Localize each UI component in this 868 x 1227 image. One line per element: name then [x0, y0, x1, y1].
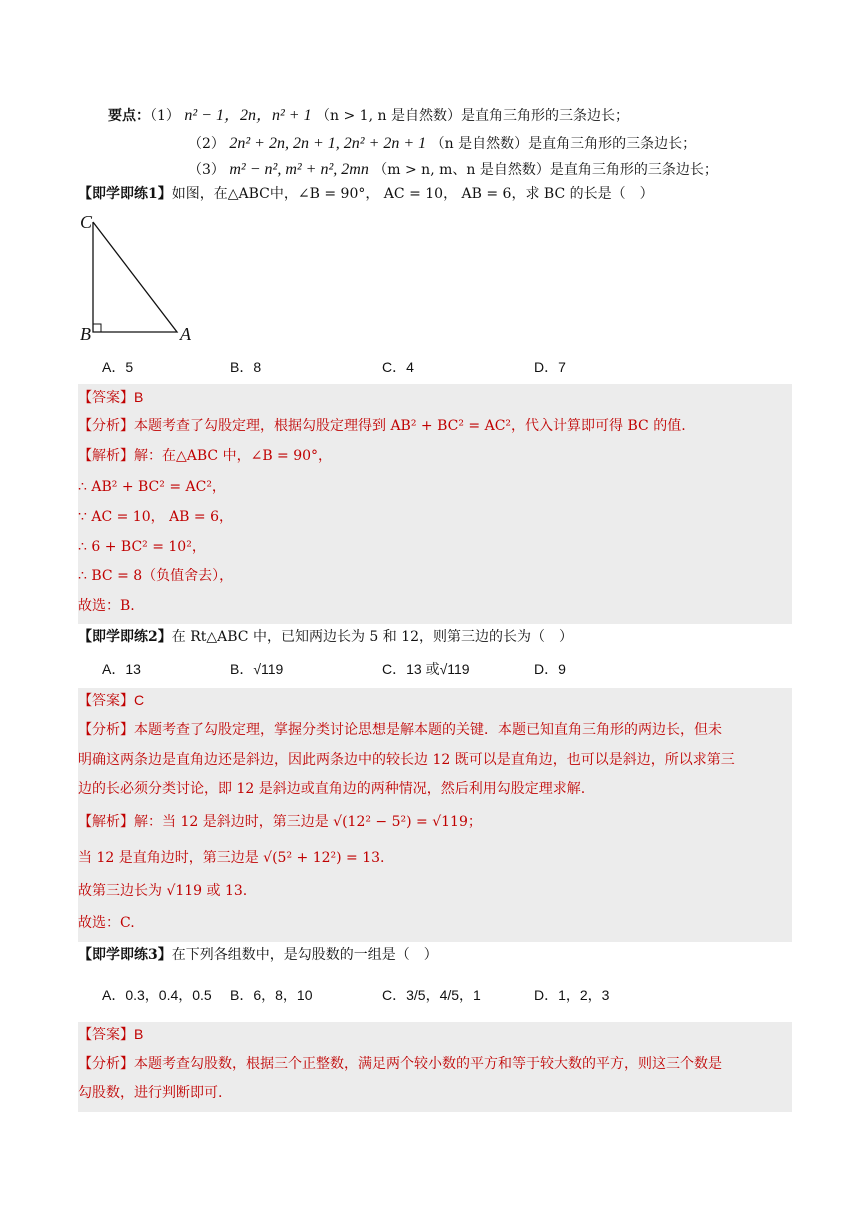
q1-option-a: A．5 — [102, 359, 134, 375]
q2-tag: 【即学即练2】 — [78, 629, 172, 645]
q2-option-b: B．√119 — [230, 661, 284, 677]
q2-analysis-line-3: 边的长必须分类讨论，即 12 是斜边或直角边的两种情况，然后利用勾股定理求解. — [78, 781, 586, 797]
q3-option-d: D．1，2，3 — [534, 987, 610, 1003]
q1-solution-line-2: ∴ AB² + BC² = AC²， — [78, 479, 226, 495]
label-c: C — [80, 212, 93, 232]
q1-option-b: B．8 — [230, 359, 262, 375]
keypoint-2-cond: （n 是自然数）是直角三角形的三条边长； — [430, 136, 697, 152]
q2-solution-line-4: 故选：C. — [78, 915, 135, 931]
keypoint-3-cond: （m > n, m、n 是自然数）是直角三角形的三条边长； — [373, 162, 718, 178]
q2-stem: 【即学即练2】在 Rt△ABC 中，已知两边长为 5 和 12，则第三边的长为（ ） — [78, 629, 574, 645]
q3-tag: 【即学即练3】 — [78, 947, 172, 963]
q2-option-a: A．13 — [102, 661, 141, 677]
q1-analysis: 【分析】本题考查了勾股定理，根据勾股定理得到 AB² + BC² = AC²，代入计算即可得 BC 的值. — [78, 418, 686, 434]
label-a: A — [180, 324, 191, 344]
q2-analysis-line-2: 明确这两条边是直角边还是斜边，因此两条边中的较长边 12 既可以是直角边，也可以是斜边，所以求第三 — [78, 752, 735, 768]
q1-answer: 【答案】B — [78, 389, 144, 406]
q1-solution-line-6: 故选：B. — [78, 598, 135, 614]
q1-tag: 【即学即练1】 — [78, 186, 172, 202]
keypoint-1-expr: n² − 1，2n，n² + 1 — [184, 107, 312, 124]
keypoint-3: （3） m² − n², m² + n², 2mn （m > n, m、n 是自然数）是直角三角形的三条边长； — [188, 161, 718, 178]
q2-option-c: C．13 或√119 — [382, 661, 470, 677]
q2-solution-line-2: 当 12 是直角边时，第三边是 √(5² + 12²) = 13. — [78, 850, 385, 866]
q3-analysis-line-2: 勾股数，进行判断即可. — [78, 1085, 223, 1101]
q1-solution-line-1: 【解析】解：在△ABC 中，∠B = 90°， — [78, 448, 333, 464]
keypoints-title: 要点： — [108, 108, 150, 124]
q1-option-d: D．7 — [534, 359, 566, 375]
keypoint-1-cond: （n > 1, n 是自然数）是直角三角形的三条边长； — [316, 108, 629, 124]
q3-option-a: A．0.3，0.4，0.5 — [102, 987, 212, 1003]
q2-solution-line-1: 【解析】解：当 12 是斜边时，第三边是 √(12² − 5²) = √119； — [78, 814, 482, 830]
q3-stem: 【即学即练3】在下列各组数中，是勾股数的一组是（ ） — [78, 947, 438, 963]
q1-solution-line-5: ∴ BC = 8（负值舍去）， — [78, 568, 234, 584]
keypoint-1: 要点：（1） n² − 1，2n，n² + 1 （n > 1, n 是自然数）是直角三角形的三条边长； — [108, 107, 629, 124]
q1-solution-line-3: ∵ AC = 10， AB = 6， — [78, 509, 234, 525]
keypoint-2-expr: 2n² + 2n, 2n + 1, 2n² + 2n + 1 — [229, 135, 427, 152]
q3-analysis-line-1: 【分析】本题考查勾股数，根据三个正整数，满足两个较小数的平方和等于较大数的平方，则这三个数是 — [78, 1056, 722, 1072]
q1-option-c: C．4 — [382, 359, 414, 375]
keypoint-3-expr: m² − n², m² + n², 2mn — [229, 161, 369, 178]
q3-option-c: C．3/5，4/5，1 — [382, 987, 481, 1003]
q1-stem: 【即学即练1】如图，在△ABC中，∠B = 90°， AC = 10， AB = 6，求 BC 的长是（ ） — [78, 186, 654, 202]
q2-answer: 【答案】C — [78, 692, 145, 709]
keypoint-2: （2） 2n² + 2n, 2n + 1, 2n² + 2n + 1 （n 是自然数）是直角三角形的三条边长； — [188, 135, 697, 152]
q2-solution-line-3: 故第三边长为 √119 或 13. — [78, 883, 248, 899]
q2-option-d: D．9 — [534, 661, 566, 677]
q2-analysis-line-1: 【分析】本题考查了勾股定理，掌握分类讨论思想是解本题的关键．本题已知直角三角形的两边长，但未 — [78, 722, 722, 738]
q3-answer: 【答案】B — [78, 1026, 144, 1043]
q3-option-b: B．6，8，10 — [230, 987, 313, 1003]
q1-solution-line-4: ∴ 6 + BC² = 10²， — [78, 539, 206, 555]
label-b: B — [80, 324, 91, 344]
